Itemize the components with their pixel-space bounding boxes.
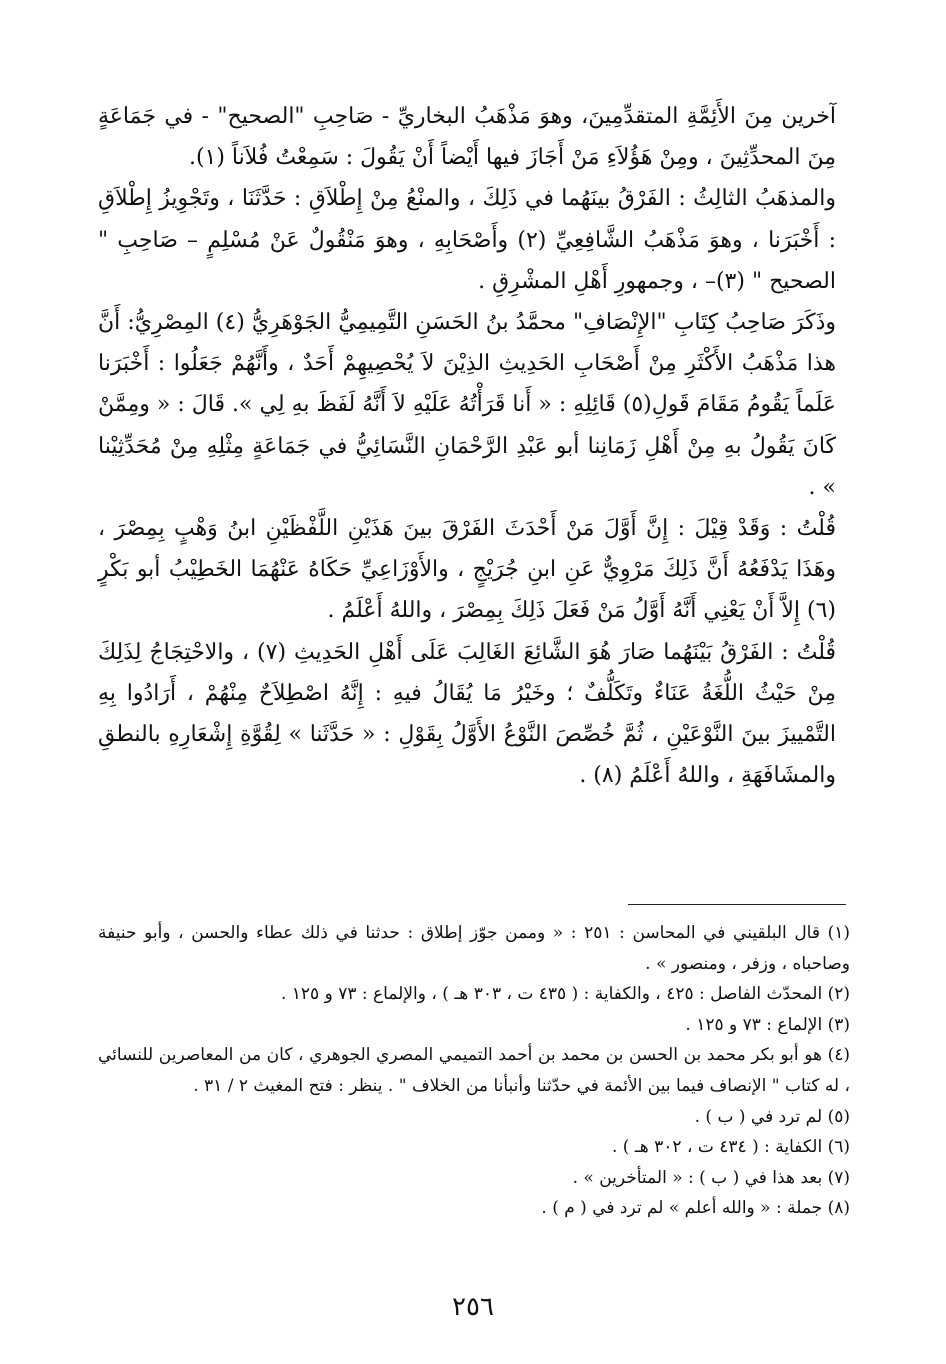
footnote-5: (٥) لم ترد في ( ب ) .: [694, 1106, 850, 1127]
footnote-divider: [628, 904, 846, 905]
paragraph-1: آخرين مِنَ الأَئِمَّةِ المتقدِّمِينَ، وهوَ مَذْهَبُ البخاريِّ - صَاحِبِ "الصحيح" - في جَمَاعَةٍ مِنَ المحدِّثِينَ ، ومِنْ هَؤُلاَءِ مَنْ أَجَازَ فيها أَيْضاً أَنْ يَقُولَ : سَمِعْتُ فُلاَناً (١).: [98, 104, 836, 171]
paragraph-5: قُلْتُ : الفَرْقُ بَيْنَهُما صَارَ هُوَ الشَّائِعَ الغَالِبَ عَلَى أَهْلِ الحَدِيثِ (٧) ، والاحْتِجَاجُ لِذَلِكَ مِنْ حَيْثُ اللُّغَةُ عَنَاءٌ وتَكَلُّفٌ ؛ وخَيْرُ مَا يُقَالُ فيهِ : إِنَّهُ اصْطِلاَحٌ مِنْهُمْ ، أَرَادُوا بِهِ التَّمْييزَ بينَ النَّوْعَيْنِ ، ثُمَّ خُصِّصَ النَّوْعُ الأَوَّلُ بِقَوْلِ : « حَدَّثَنا » لِقُوَّةِ إِشْعَارِهِ بالنطقِ والمشَافَهَةِ ، واللهُ أَعْلَمُ (٨) .: [98, 639, 836, 789]
footnote-2: (٢) المحدّث الفاصل : ٤٢٥ ، والكفاية : ( ٤٣٥ ت ، ٣٠٣ هـ ) ، والإلماع : ٧٣ و ١٢٥ .: [280, 984, 850, 1005]
footnote-1: (١) قال البلقيني في المحاسن : ٢٥١ : « وممن جوّز إطلاق : حدثنا في ذلك عطاء والحسن ، وأبو حنيفة وصاحباه ، وزفر ، ومنصور » .: [98, 923, 850, 974]
footnote-7: (٧) بعد هذا في ( ب ) : « المتأخرين » .: [572, 1167, 850, 1188]
footnotes: [98, 918, 850, 1224]
page-number: ٢٥٦: [452, 1292, 494, 1322]
main-text: [98, 96, 836, 796]
footnote-4: (٤) هو أبو بكر محمد بن الحسن بن محمد بن أحمد التميمي المصري الجوهري ، كان من المعاصرين للنسائي ، له كتاب " الإنصاف فيما بين الأئمة في حدّثنا وأنبأنا من الخلاف " . ينظر : فتح المغيث ٢ / ٣١ .: [98, 1045, 850, 1096]
paragraph-3: وذَكَرَ صَاحِبُ كِتَابِ "الإِنْصَافِ" محمَّدُ بنُ الحَسَنِ التَّمِيمِيُّ الجَوْهَرِيُّ (٤) المِصْرِيُّ: أَنَّ هذا مَذْهَبُ الأَكْثَرِ مِنْ أَصْحَابِ الحَدِيثِ الذِيْنَ لاَ يُحْصِيهِمْ أَحَدٌ ، وأَنَّهُمْ جَعَلُوا : أَخْبَرَنا عَلَماً يَقُومُ مَقَامَ قَولِ(٥) قَائِلِهِ : « أَنا قَرَأْتُهُ عَلَيْهِ لاَ أَنَّهُ لَفَظَ بهِ لِي ». قَالَ : « ومِمَّنْ كَانَ يَقُولُ بهِ مِنْ أَهْلِ زَمَانِنا أبو عَبْدِ الرَّحْمَانِ النَّسَائِيُّ في جَمَاعَةٍ مِثْلِهِ مِنْ مُحَدِّثِيْنا » .: [98, 310, 836, 500]
footnote-6: (٦) الكفاية : ( ٤٣٤ ت ، ٣٠٢ هـ ) .: [611, 1137, 850, 1158]
paragraph-2: والمذهَبُ الثالِثُ : الفَرْقُ بينَهُما في ذَلِكَ ، والمنْعُ مِنْ إِطْلاَقِ : حَدَّثَنَا ، وتَجْوِيزُ إِطْلاَقِ : أَخْبَرَنا ، وهوَ مَذْهَبُ الشَّافِعِيِّ (٢) وأَصْحَابِهِ ، وهوَ مَنْقُولٌ عَنْ مُسْلِمٍ – صَاحِبِ " الصحيح " (٣)– ، وجمهورِ أَهْلِ المشْرِقِ .: [98, 186, 836, 294]
footnote-3: (٣) الإلماع : ٧٣ و ١٢٥ .: [685, 1014, 850, 1035]
footnote-8: (٨) جملة : « والله أعلم » لم ترد في ( م ) .: [541, 1198, 850, 1219]
paragraph-4: قُلْتُ : وَقَدْ قِيْلَ : إِنَّ أَوَّلَ مَنْ أَحْدَثَ الفَرْقَ بينَ هَذَيْنِ اللَّفْظَيْنِ ابنُ وَهْبٍ بِمِصْرَ ، وهَذَا يَدْفَعُهُ أَنَّ ذَلِكَ مَرْوِيٌّ عَنِ ابنِ جُرَيْجٍ ، والأَوْزَاعِيِّ حَكَاهُ عَنْهُمَا الخَطِيْبُ أبو بَكْرٍ (٦) إِلاَّ أَنْ يَعْنِي أَنَّهُ أَوَّلُ مَنْ فَعَلَ ذَلِكَ بِمِصْرَ ، واللهُ أَعْلَمُ .: [98, 516, 836, 624]
